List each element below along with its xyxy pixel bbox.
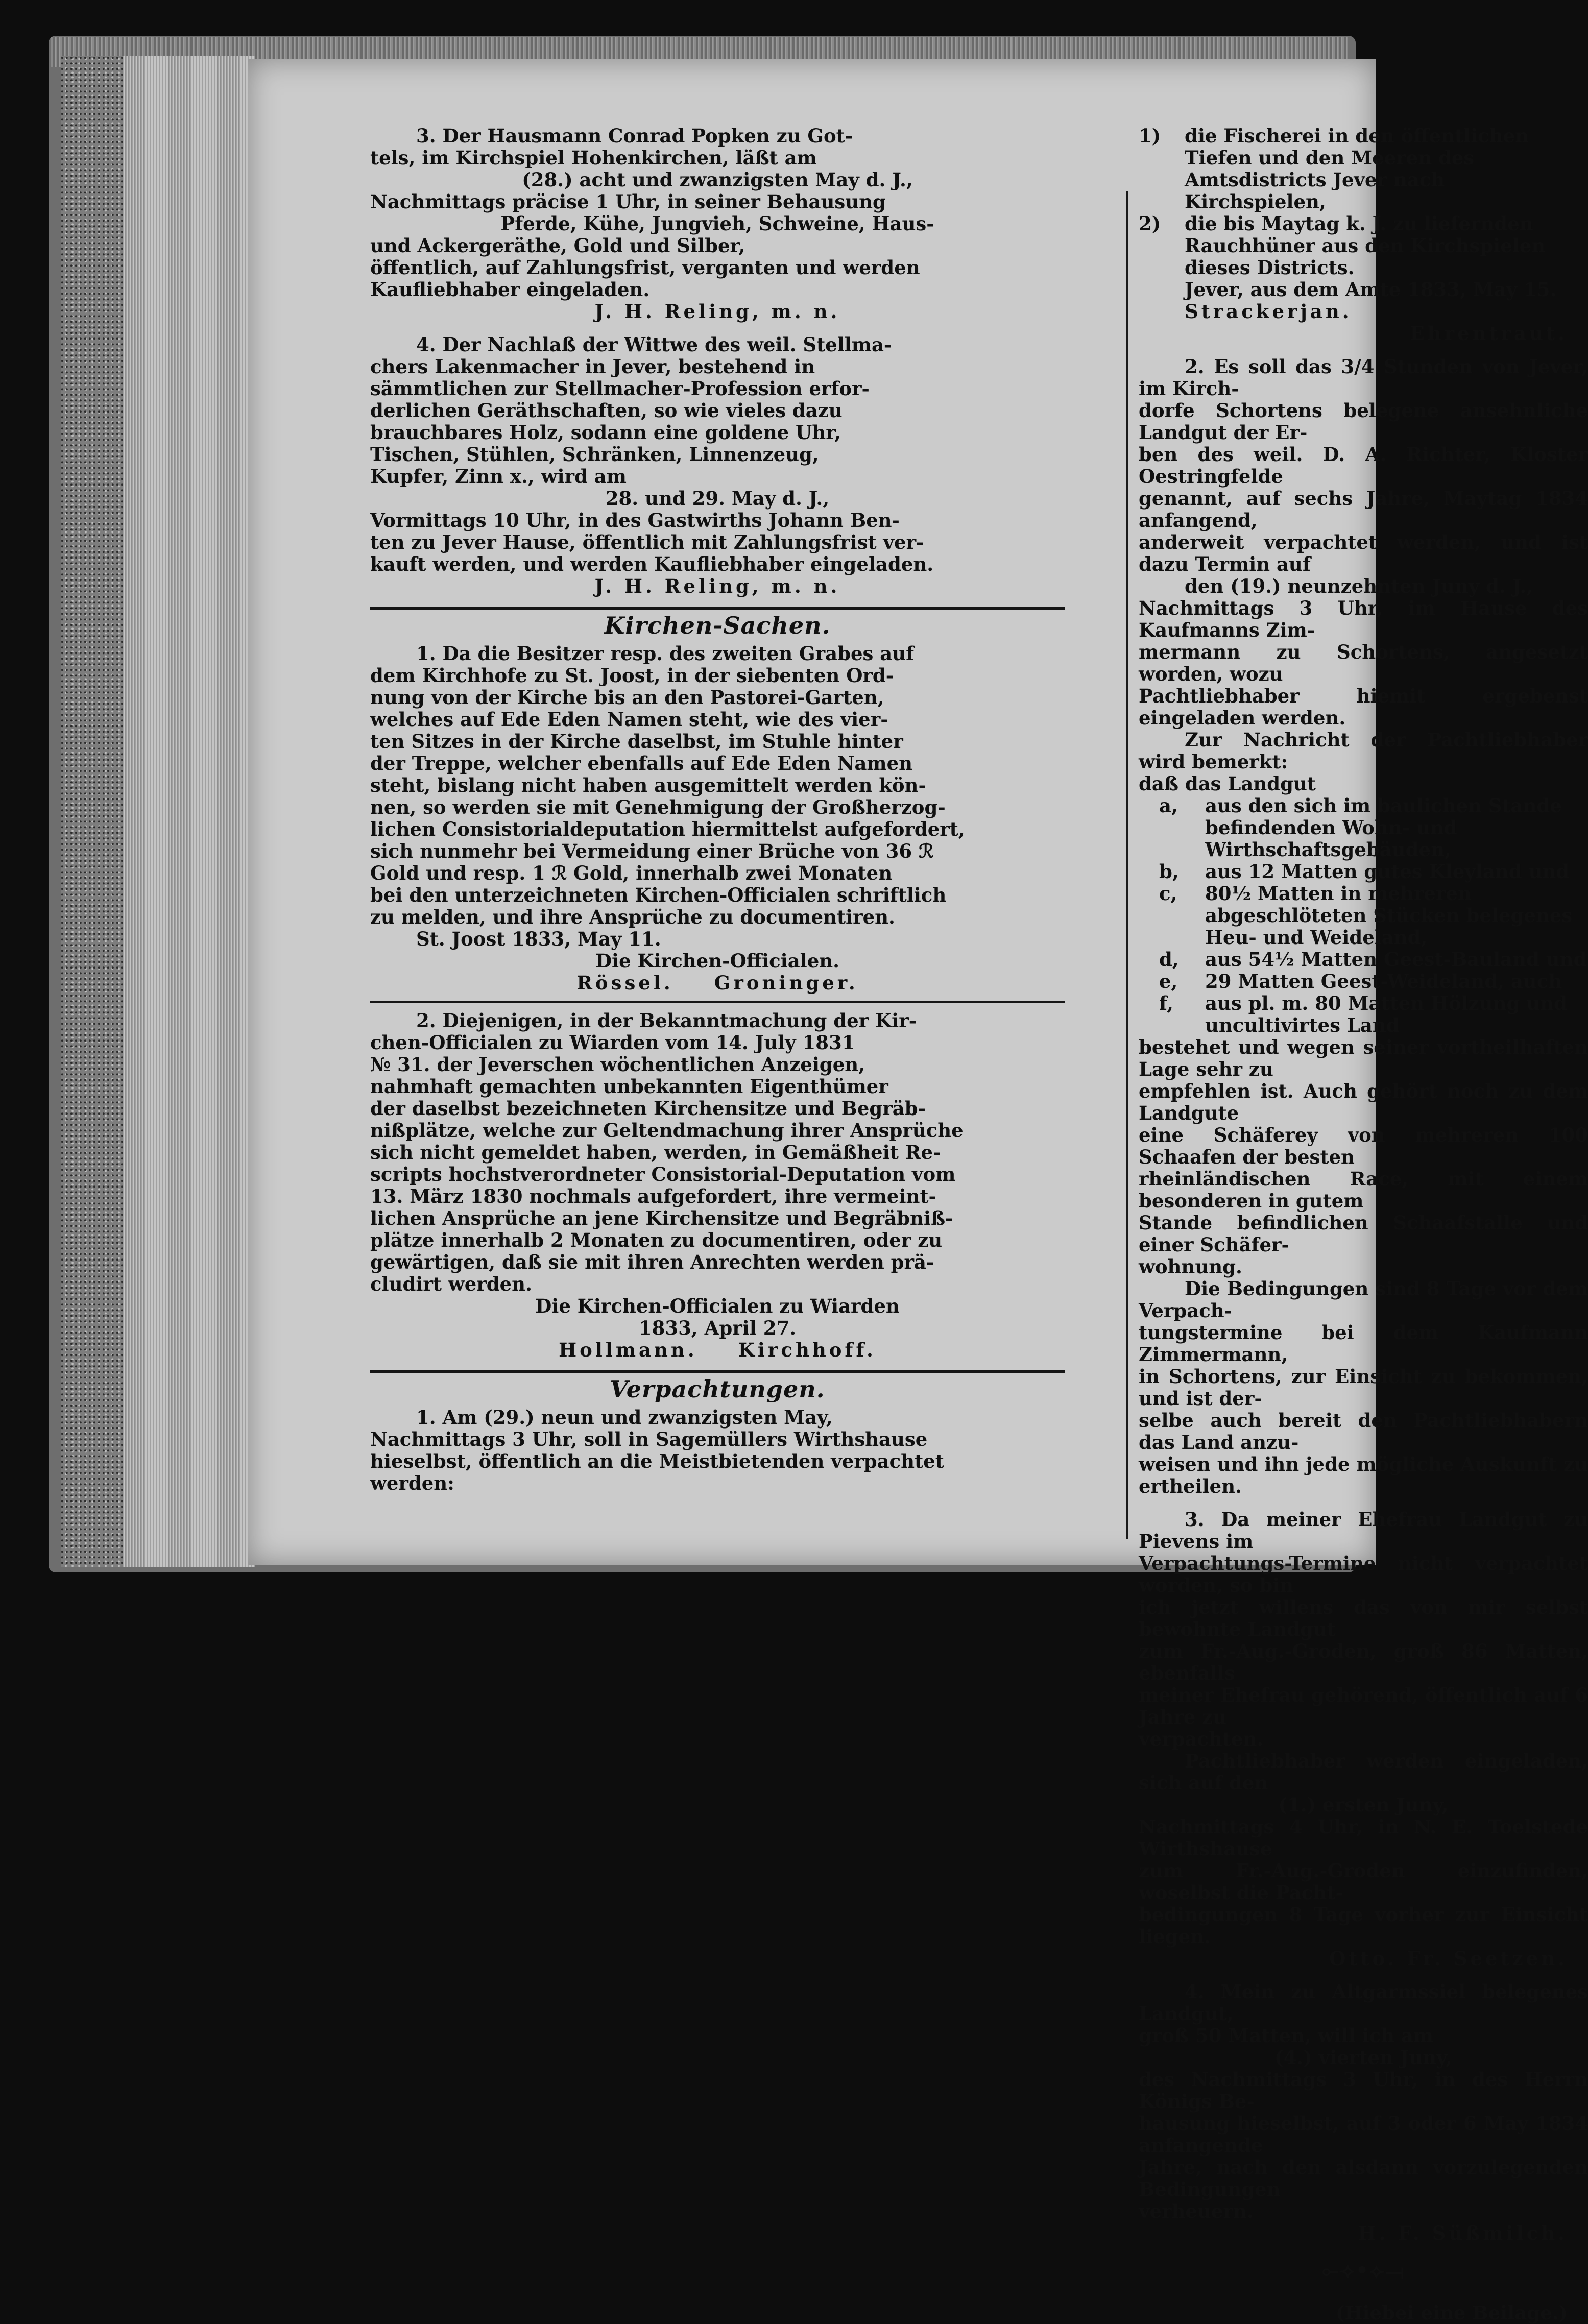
text-line: tels, im Kirchspiel Hohenkirchen, läßt am bbox=[370, 147, 817, 169]
text-line: cludirt werden. bbox=[370, 1273, 532, 1295]
verpachtung-notice-3 bbox=[1139, 1509, 1588, 1970]
text-line: zu melden, und ihre Ansprüche zu documentiren. bbox=[370, 906, 895, 928]
text-line: groß 50 Matten, will ich am bbox=[1139, 2024, 1434, 2047]
text-line: ten zu Jever Hause, öffentlich mit Zahlungsfrist ver- bbox=[370, 531, 924, 553]
text-line: dem Kirchhofe zu St. Joost, in der siebenten Ord- bbox=[370, 664, 894, 687]
list-marker: c, bbox=[1159, 882, 1177, 905]
list-item bbox=[1159, 971, 1588, 992]
list-text: aus den sich im baulichen Stande befindenden Wohn- und Wirthschaftsgebäuden, bbox=[1205, 794, 1562, 861]
text-line: sämmtlichen zur Stellmacher-Profession erfor- bbox=[370, 377, 870, 400]
list-text: aus pl. m. 80 Matten Hölzung und uncultivirtes Land bbox=[1205, 992, 1567, 1036]
verpachtung-notice-4 bbox=[1139, 1981, 1588, 2244]
kirchen-notice-2 bbox=[370, 1010, 1065, 1361]
list-marker: 2) bbox=[1139, 212, 1161, 235]
text-line: weisen und ihn jede mögliche Auskunft zu ertheilen. bbox=[1139, 1453, 1588, 1497]
text-line: 3. Da meiner Ehefrau Landgut zu Pievens im bbox=[1139, 1508, 1588, 1553]
list-item bbox=[1159, 795, 1588, 861]
text-line: 2. Es soll das 3/4 Stunden von Jever, im Kirch- bbox=[1139, 355, 1588, 400]
signature: Otto. Fr. Seetzen. bbox=[1329, 1947, 1568, 1970]
column-divider bbox=[1126, 191, 1128, 1539]
list-text: die bis Maytag k. J. zu liefernden Rauchhüner aus den Kirchspielen dieses Districts. bbox=[1185, 212, 1546, 279]
text-line: plätze innerhalb 2 Monaten zu documentiren, oder zu bbox=[370, 1229, 943, 1251]
text-line: bedingungen 8 Tage vorher zur Einsicht liegen. bbox=[1139, 1903, 1588, 1948]
text-line: welches auf Ede Eden Namen steht, wie des vier- bbox=[370, 708, 888, 731]
text-line: des Nachmittags 3 Uhr, in des Herrn Königs Be- bbox=[1139, 2068, 1588, 2113]
text-line: Gold und resp. 1 ℛ Gold, innerhalb zwei Monaten bbox=[370, 862, 893, 884]
signatures bbox=[370, 1339, 1065, 1361]
text-line: bei den unterzeichneten Kirchen-Officialen schriftlich bbox=[370, 884, 947, 906]
text-line: Pachtliebhaber werden eingeladen, sich auf den bbox=[1139, 1750, 1588, 1794]
text-line: ich jetzt willens das von mir selbst bewohnte Landgut bbox=[1139, 1596, 1588, 1640]
text-line: sich nicht gemeldet haben, werden, in Gemäßheit Re- bbox=[370, 1141, 941, 1164]
estate-list bbox=[1159, 795, 1588, 1036]
text-line: daß das Landgut bbox=[1139, 772, 1316, 795]
notice-item-3 bbox=[370, 125, 1065, 323]
text-line: Pferde, Kühe, Jungvieh, Schweine, Haus- bbox=[500, 212, 934, 235]
fishery-list bbox=[1139, 125, 1588, 279]
text-line: nahmhaft gemachten unbekannten Eigenthümer bbox=[370, 1075, 888, 1098]
text-line: lichen Ansprüche an jene Kirchensitze und Begräbniß- bbox=[370, 1207, 953, 1229]
text-line: Verpachtungs-Termine nicht verpachtet worden, so bin bbox=[1139, 1552, 1588, 1596]
text-line: sich nunmehr bei Vermeidung einer Brüche von 36 ℛ bbox=[370, 840, 934, 862]
text-line: Zur Nachricht der Pachtliebhaber wird bemerkt: bbox=[1139, 729, 1588, 773]
text-line: verpachten. bbox=[1139, 1728, 1264, 1750]
newspaper-page bbox=[248, 59, 1588, 2324]
text-line: empfehlen ist. Auch gehört noch zu dem Landgute bbox=[1139, 1080, 1588, 1124]
text-line: № 31. der Jeverschen wöchentlichen Anzeigen, bbox=[370, 1053, 865, 1076]
signature: Rössel. bbox=[576, 972, 673, 994]
text-line: chers Lakenmacher in Jever, bestehend in bbox=[370, 355, 815, 378]
signature: Groninger. bbox=[714, 972, 858, 994]
list-marker: b, bbox=[1159, 860, 1179, 883]
signature: Ehrentraut. bbox=[1410, 322, 1568, 345]
text-line: brauchbares Holz, sodann eine goldene Uhr, bbox=[370, 421, 841, 444]
text-line: tungstermine bei dem Kaufmann Zimmermann, bbox=[1139, 1321, 1588, 1366]
section-rule bbox=[370, 607, 1065, 610]
list-item bbox=[1159, 949, 1588, 971]
text-line: der daselbst bezeichneten Kirchensitze und Begräb- bbox=[370, 1097, 926, 1120]
list-marker: a, bbox=[1159, 794, 1178, 817]
text-line: derlichen Geräthschaften, so wie vieles dazu bbox=[370, 399, 843, 422]
list-text: aus 12 Matten gutes Kleyland und bbox=[1205, 860, 1570, 883]
text-line: Jahre, nach den alsdann vorzulegenden Bedingungen bbox=[1139, 2156, 1588, 2200]
text-line: meiner Ehefrau gehörend, öffentlich auf 6 Jahre zu bbox=[1139, 1684, 1588, 1728]
text-line: nen, so werden sie mit Genehmigung der Großherzog- bbox=[370, 796, 946, 818]
ornament-divider: ⟜⟢•⟣⟞ bbox=[1322, 2259, 1405, 2283]
notice-item-4 bbox=[370, 334, 1065, 597]
text-line: Nachmittags 4 Uhr, in N. E. Toelstede Wirthshause bbox=[1139, 1815, 1588, 1860]
date-line: 28. und 29. May d. J., bbox=[605, 487, 830, 510]
text-line: gewärtigen, daß sie mit ihren Anrechten werden prä- bbox=[370, 1251, 934, 1273]
signature: J. H. Reling, m. n. bbox=[594, 575, 840, 597]
list-item bbox=[1159, 992, 1588, 1036]
text-line: in Schortens, zur Einsicht zu bekommen, und ist der- bbox=[1139, 1365, 1588, 1410]
signature: J. H. Reling, m. n. bbox=[594, 300, 840, 323]
kirchen-notice-1 bbox=[370, 643, 1065, 994]
verpachtung-notice-2 bbox=[1139, 356, 1588, 1497]
text-line: Nachmittags 3 Uhr, soll in Sagemüllers Wirthshause bbox=[370, 1428, 928, 1450]
text-line: ben des weil. D. A. Richter, Kloster Oestringfelde bbox=[1139, 443, 1588, 488]
text-line: scripts hochstverordneter Consistorial-Deputation vom bbox=[370, 1163, 956, 1185]
text-line: Vormittags 10 Uhr, in des Gastwirths Johann Ben- bbox=[370, 509, 900, 531]
dateline: 1833, April 27. bbox=[638, 1317, 797, 1339]
text-line: mermann zu Schortens, angesetzt worden, wozu bbox=[1139, 641, 1588, 685]
list-item bbox=[1139, 213, 1588, 279]
signature: Hollmann. bbox=[559, 1339, 697, 1361]
text-line: zum Fr.-Aug.-Groden, groß 86 Matten, ebenfalls bbox=[1139, 1640, 1588, 1684]
text-line: ten Sitzes in der Kirche daselbst, im Stuhle hinter bbox=[370, 730, 903, 753]
text-line: Die Bedingungen sind 8 Tage vor dem Verpach- bbox=[1139, 1277, 1588, 1322]
text-line: wohnung. bbox=[1139, 1255, 1242, 1278]
section-heading-verpachtungen: Verpachtungen. bbox=[610, 1375, 825, 1403]
supplement-note: (Hiebei eine Beilage.) bbox=[1335, 2302, 1568, 2324]
text-line: bestehet und wegen seiner vortheilhaften Lage sehr zu bbox=[1139, 1036, 1588, 1080]
list-marker: e, bbox=[1159, 970, 1178, 992]
text-line: anderweit verpachtet werden, und ist dazu Termin auf bbox=[1139, 531, 1588, 575]
left-column bbox=[370, 125, 1065, 1494]
date-line: den (19.) neunzehnten Juny d. J., bbox=[1185, 575, 1533, 597]
list-text: 80½ Matten in mehreren abgeschlöteten Stücken belegenes Heu- und Weideland, bbox=[1205, 882, 1573, 949]
text-line: rheinländischen Race, mit einem besonderen in gutem bbox=[1139, 1168, 1588, 1212]
text-line: 2. Diejenigen, in der Bekanntmachung der Kir- bbox=[416, 1009, 917, 1032]
list-item bbox=[1159, 861, 1588, 883]
text-line: 4. Der Nachlaß der Wittwe des weil. Stellma- bbox=[416, 333, 892, 356]
text-line: der Treppe, welcher ebenfalls auf Ede Eden Namen bbox=[370, 752, 913, 774]
text-line: nißplätze, welche zur Geltendmachung ihrer Ansprüche bbox=[370, 1119, 964, 1142]
list-marker: d, bbox=[1159, 948, 1179, 971]
section-heading-kirchen: Kirchen-Sachen. bbox=[604, 612, 831, 639]
text-line: steht, bislang nicht haben ausgemittelt werden kön- bbox=[370, 774, 926, 796]
separator-rule bbox=[370, 1001, 1065, 1003]
list-text: aus 54½ Matten Geest-Bauland und bbox=[1205, 948, 1587, 971]
text-line: 3. Der Hausmann Conrad Popken zu Got- bbox=[416, 125, 853, 147]
list-marker: f, bbox=[1159, 992, 1173, 1014]
text-line: selbe auch bereit den Pachtliebhabern das Land anzu- bbox=[1139, 1409, 1588, 1454]
text-line: Stande befindlichen Schaafstalle und einer Schäfer- bbox=[1139, 1212, 1588, 1256]
signature: H. F. Süßmilch. bbox=[1358, 2222, 1568, 2244]
text-line: 1. Da die Besitzer resp. des zweiten Grabes auf bbox=[416, 642, 914, 665]
text-line: 1. Am (29.) neun und zwanzigsten May, bbox=[416, 1406, 833, 1429]
date-line: (28.) acht und zwanzigsten May d. J., bbox=[522, 168, 913, 191]
date-line: (4.) vierten Juny, bbox=[1274, 2046, 1452, 2069]
signature: Strackerjan. bbox=[1185, 300, 1352, 323]
text-line: Kupfer, Zinn x., wird am bbox=[370, 465, 627, 488]
text-line: hieselbst, öffentlich an die Meistbietenden verpachtet bbox=[370, 1450, 944, 1472]
list-item bbox=[1159, 883, 1588, 949]
list-marker: 1) bbox=[1139, 125, 1161, 147]
text-line: eine Schäferey von mehreren 100 Schaafen der besten bbox=[1139, 1124, 1588, 1168]
text-line: Tischen, Stühlen, Schränken, Linnenzeug, bbox=[370, 443, 819, 466]
text-line: verheuern. bbox=[1139, 2200, 1254, 2222]
date-line: (1.) ersten Juny, bbox=[1278, 1794, 1449, 1816]
officials-line: Die Kirchen-Officialen zu Wiarden bbox=[535, 1295, 900, 1317]
list-text: 29 Matten Geest-Weideland, auch bbox=[1205, 970, 1562, 992]
text-line: zum Fr.-Aug.-Groden einzufinden, woselbst die Pacht- bbox=[1139, 1859, 1588, 1904]
text-line: Nachmittags 3 Uhr, im Hause des Kaufmanns Zim- bbox=[1139, 597, 1588, 641]
text-line: hausung hieselbst, auf 3 oder 6 May 1834 anfangende bbox=[1139, 2112, 1588, 2157]
text-line: 13. März 1830 nochmals aufgefordert, ihre vermeint- bbox=[370, 1185, 936, 1207]
text-line: kauft werden, und werden Kaufliebhaber eingeladen. bbox=[370, 553, 934, 575]
text-line: dorfe Schortens belegene ansehnliche Landgut der Er- bbox=[1139, 399, 1588, 444]
text-line: genannt, auf sechs Jahre, Maytag 1834 anfangend, bbox=[1139, 487, 1588, 531]
text-line: werden: bbox=[370, 1472, 454, 1494]
text-line: lichen Consistorialdeputation hiermittelst aufgefordert, bbox=[370, 818, 965, 840]
text-line: öffentlich, auf Zahlungsfrist, verganten und werden bbox=[370, 256, 920, 279]
dateline: Jever, aus dem Amte 1833, May 15. bbox=[1185, 278, 1557, 301]
right-column bbox=[1139, 125, 1588, 2324]
marbled-cover bbox=[61, 56, 123, 1567]
text-line: nung von der Kirche bis an den Pastorei-Garten, bbox=[370, 686, 884, 709]
signature: Kirchhoff. bbox=[738, 1339, 876, 1361]
page-edges bbox=[123, 56, 255, 1567]
text-line: chen-Officialen zu Wiarden vom 14. July 1831 bbox=[370, 1031, 855, 1054]
list-item bbox=[1139, 125, 1588, 213]
text-line: 4. Mein zu Altgarmssiel belegenes Landgut, bbox=[1139, 1980, 1588, 2025]
signatures bbox=[370, 972, 1065, 994]
list-text: die Fischerei in den öffentlichen Tiefen und den Meeren des Amtsdistricts Jever nach Kirchspielen, bbox=[1185, 125, 1529, 213]
section-rule bbox=[370, 1370, 1065, 1373]
text-line: Nachmittags präcise 1 Uhr, in seiner Behausung bbox=[370, 190, 886, 213]
verpachtung-notice-1 bbox=[370, 1407, 1065, 1494]
dateline: St. Joost 1833, May 11. bbox=[416, 928, 661, 950]
text-line: und Ackergeräthe, Gold und Silber, bbox=[370, 234, 745, 257]
text-line: Pachtliebhaber hiemit ergebenst eingeladen werden. bbox=[1139, 685, 1588, 729]
text-line: Kaufliebhaber eingeladen. bbox=[370, 278, 650, 301]
officials-line: Die Kirchen-Officialen. bbox=[595, 950, 840, 972]
